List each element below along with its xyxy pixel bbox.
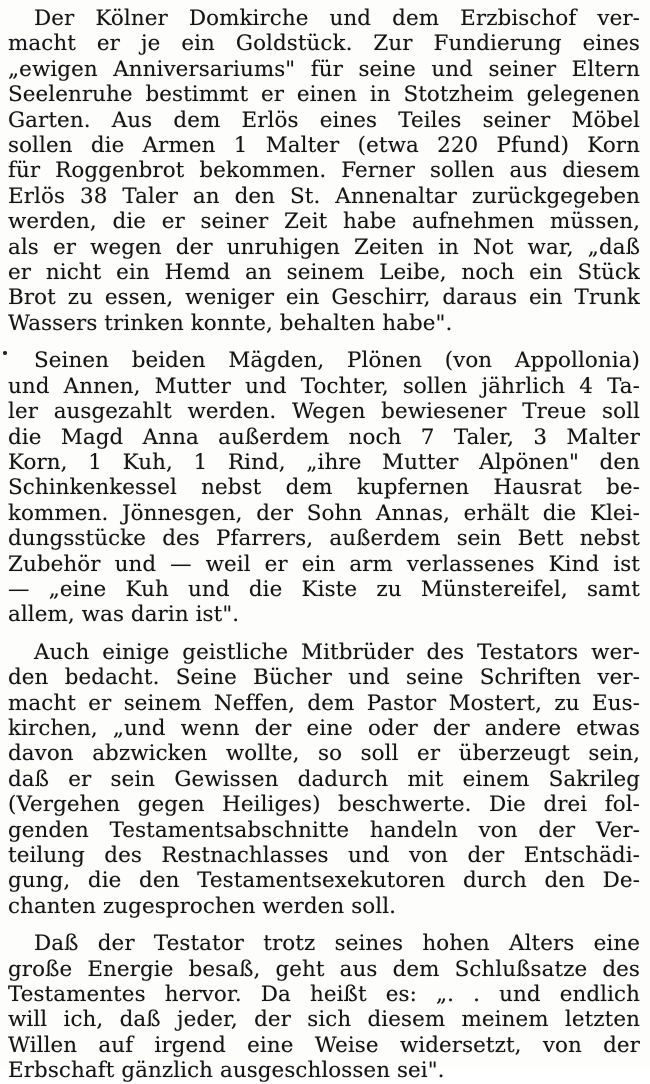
text-line: Willen auf irgend eine Weise widersetzt, von der	[8, 1032, 640, 1058]
text-line: Seinen beiden Mägden, Plönen (von Appollonia)	[34, 348, 640, 374]
text-line: werden, die er seiner Zeit habe aufnehmen müssen,	[8, 209, 640, 235]
text-line: will ich, daß jeder, der sich diesem meinem letzten	[8, 1007, 640, 1033]
text-line: sollen die Armen 1 Malter (etwa 220 Pfund) Korn	[8, 133, 640, 159]
text-line: (Vergehen gegen Heiliges) beschwerte. Die drei fol-	[8, 792, 640, 818]
text-line: große Energie besaß, geht aus dem Schlußsatze des	[8, 956, 640, 982]
paragraph	[8, 6, 640, 336]
text-line: kommen. Jönnesgen, der Sohn Annas, erhält die Klei-	[8, 500, 640, 526]
text-line: Wassers trinken konnte, behalten habe".	[8, 310, 453, 336]
text-column	[8, 6, 640, 1084]
text-line: und Annen, Mutter und Tochter, sollen jährlich 4 Ta-	[8, 373, 640, 399]
text-line: „ewigen Anniversariums" für seine und seiner Eltern	[8, 56, 640, 82]
text-line: chanten zugesprochen werden soll.	[8, 893, 397, 919]
text-line: macht er je ein Goldstück. Zur Fundierung eines	[8, 31, 640, 57]
text-line: er nicht ein Hemd an seinem Leibe, noch ein Stück	[8, 260, 640, 286]
text-line: — „eine Kuh und die Kiste zu Münstereifel, samt	[8, 576, 640, 602]
text-line: Garten. Aus dem Erlös eines Teiles seiner Möbel	[8, 107, 640, 133]
text-line: für Roggenbrot bekommen. Ferner sollen aus diesem	[8, 158, 640, 184]
text-line: Der Kölner Domkirche und dem Erzbischof ver-	[34, 6, 640, 31]
text-line: kirchen, „und wenn der eine oder der andere etwas	[8, 715, 640, 741]
paragraph	[8, 931, 640, 1083]
text-line: daß er sein Gewissen dadurch mit einem Sakrileg	[8, 766, 640, 792]
text-line: allem, was darin ist".	[8, 602, 240, 628]
text-line: als er wegen der unruhigen Zeiten in Not war, „daß	[8, 234, 640, 260]
text-line: teilung des Restnachlasses und von der Entschädi-	[8, 843, 640, 868]
text-line: Testamentes hervor. Da heißt es: „. . und endlich	[8, 982, 640, 1008]
text-line: dungsstücke des Pfarrers, außerdem sein Bett nebst	[8, 526, 640, 552]
text-line: davon abzwicken wollte, so soll er überzeugt sein,	[8, 741, 640, 767]
text-line: Schinkenkessel nebst dem kupfernen Hausrat be-	[8, 475, 640, 501]
text-line: Erlös 38 Taler an den St. Annenaltar zurückgegeben	[8, 183, 640, 209]
text-line: ler ausgezahlt werden. Wegen bewiesener Treue soll	[8, 399, 640, 425]
text-line: Auch einige geistliche Mitbrüder des Testators wer-	[34, 639, 640, 665]
text-line: gung, die den Testamentsexekutoren durch den De-	[8, 868, 640, 894]
paragraph	[8, 640, 640, 919]
paragraph	[8, 348, 640, 627]
text-line: Zubehör und — weil er ein arm verlassenes Kind ist	[8, 551, 640, 577]
text-line: Seelenruhe bestimmt er einen in Stotzheim gelegenen	[8, 82, 640, 108]
text-line: macht er seinem Neffen, dem Pastor Mostert, zu Eus-	[8, 690, 640, 716]
text-line: Erbschaft gänzlich ausgeschlossen sei".	[8, 1058, 445, 1084]
text-line: Daß der Testator trotz seines hohen Alters eine	[34, 931, 640, 957]
text-line: Korn, 1 Kuh, 1 Rind, „ihre Mutter Alpönen" den	[8, 449, 640, 475]
text-line: genden Testamentsabschnitte handeln von der Ver-	[8, 817, 640, 843]
stray-ink-dot	[3, 351, 7, 355]
text-line: den bedacht. Seine Bücher und seine Schriften ver-	[8, 665, 640, 691]
text-line: die Magd Anna außerdem noch 7 Taler, 3 Malter	[8, 424, 640, 450]
text-line: Brot zu essen, weniger ein Geschirr, daraus ein Trunk	[8, 285, 640, 311]
